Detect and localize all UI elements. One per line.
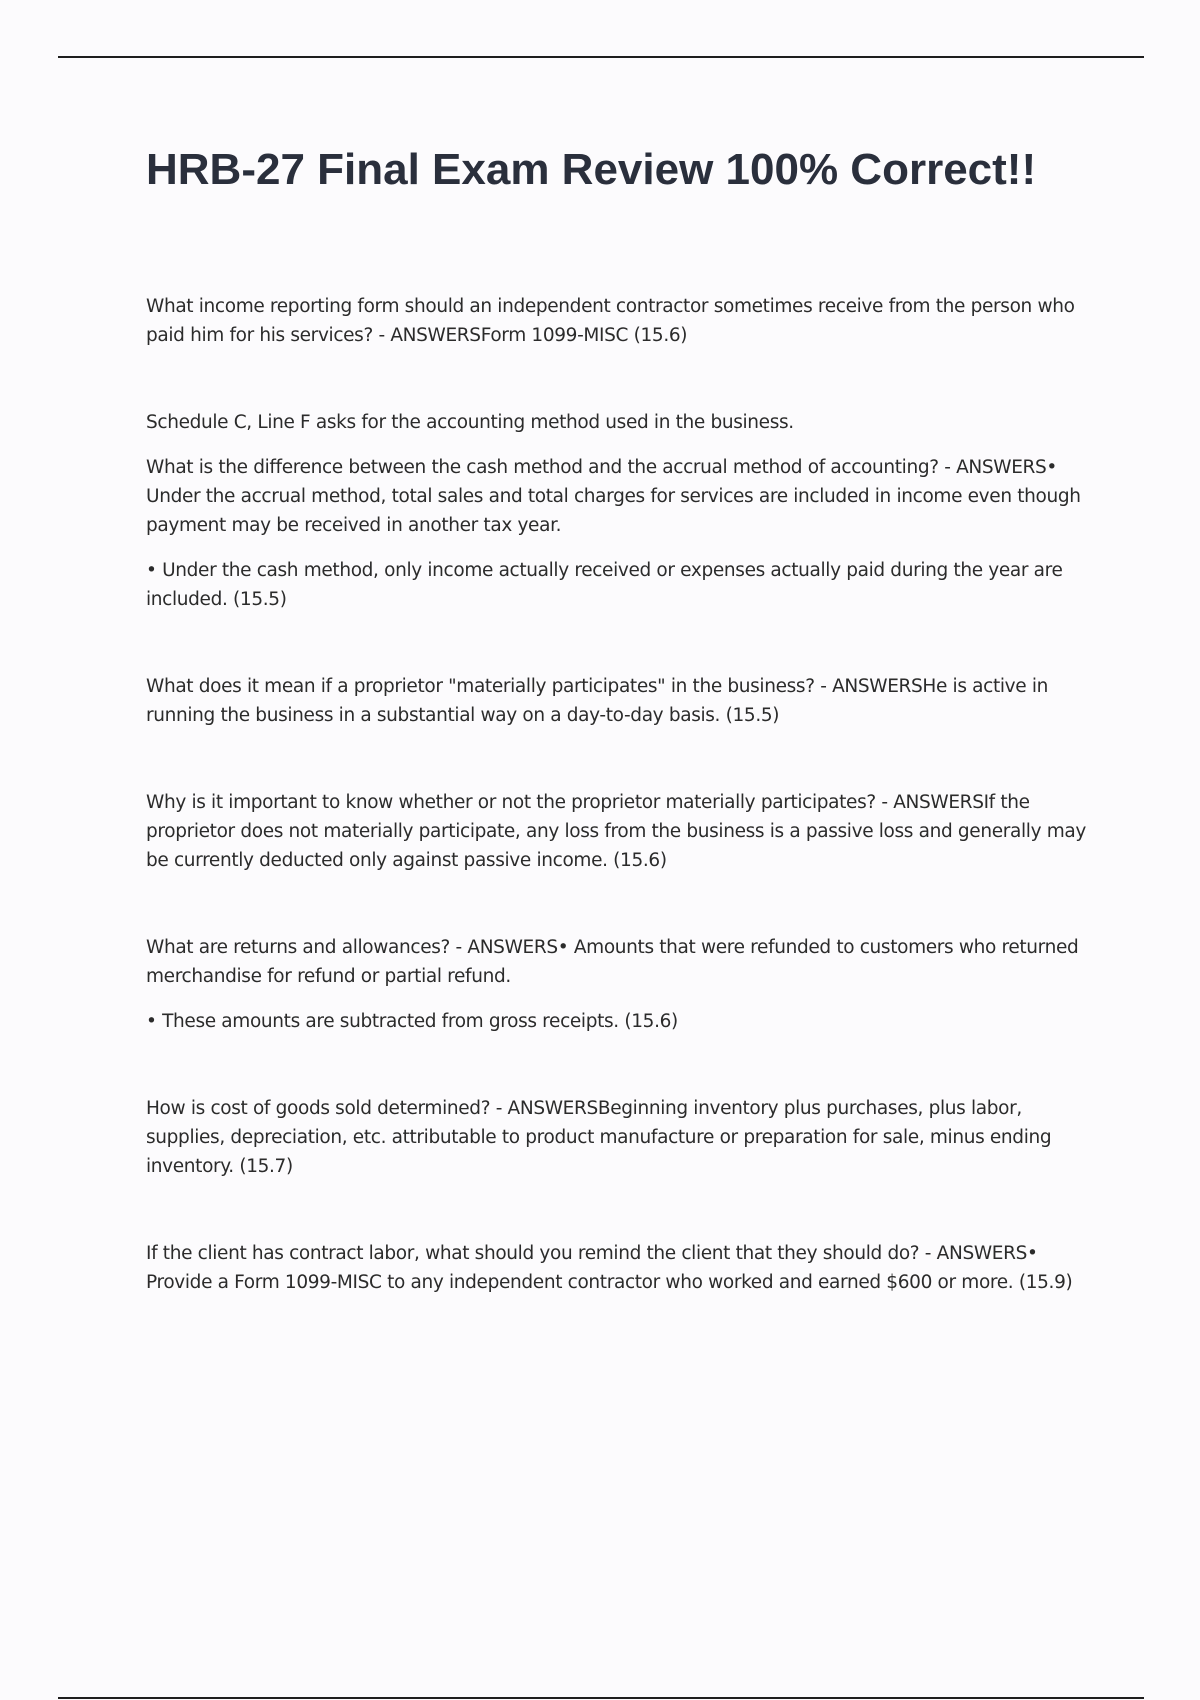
- top-rule: [58, 56, 1144, 58]
- qa-paragraph: If the client has contract labor, what should you remind the client that they should do? - ANSWERS• Provide a Form 1099-MISC to any independent contractor who worked and earned $600 or more. (15.9): [146, 1243, 1073, 1293]
- qa-paragraph: • These amounts are subtracted from gross receipts. (15.6): [146, 1011, 678, 1032]
- qa-item: [146, 408, 1091, 614]
- qa-paragraph: • Under the cash method, only income actually received or expenses actually paid during the year are included. (15.5): [146, 560, 1063, 610]
- qa-paragraph: Schedule C, Line F asks for the accounting method used in the business.: [146, 412, 794, 433]
- bottom-rule: [58, 1697, 1144, 1699]
- qa-list: [146, 292, 1091, 1297]
- qa-paragraph: What does it mean if a proprietor "materially participates" in the business? - ANSWERSHe is active in running the business in a substantial way on a day-to-day basis. (15.5): [146, 676, 1048, 726]
- qa-paragraph: What income reporting form should an independent contractor sometimes receive from the person who paid him for his services? - ANSWERSForm 1099-MISC (15.6): [146, 296, 1075, 346]
- qa-item: [146, 933, 1091, 1036]
- page-title: HRB-27 Final Exam Review 100% Correct!!: [146, 145, 1037, 194]
- qa-paragraph: Why is it important to know whether or not the proprietor materially participates? - ANSWERSIf the proprietor does not materially participate, any loss from the business is a passive loss and generally may be currently deducted only against passive income. (15.6): [146, 792, 1086, 871]
- qa-paragraph: What are returns and allowances? - ANSWERS• Amounts that were refunded to customers who returned merchandise for refund or partial refund.: [146, 937, 1079, 987]
- qa-item: [146, 788, 1091, 875]
- document-body: [146, 142, 1091, 1355]
- qa-paragraph: What is the difference between the cash method and the accrual method of accounting? - ANSWERS• Under the accrual method, total sales and total charges for services are included in income even though payment may be received in another tax year.: [146, 457, 1081, 536]
- qa-paragraph: How is cost of goods sold determined? - ANSWERSBeginning inventory plus purchases, plus labor, supplies, depreciation, etc. attributable to product manufacture or preparation for sale, minus ending inventory. (15.7): [146, 1098, 1052, 1177]
- qa-item: [146, 292, 1091, 350]
- qa-item: [146, 1094, 1091, 1181]
- qa-item: [146, 1239, 1091, 1297]
- qa-item: [146, 672, 1091, 730]
